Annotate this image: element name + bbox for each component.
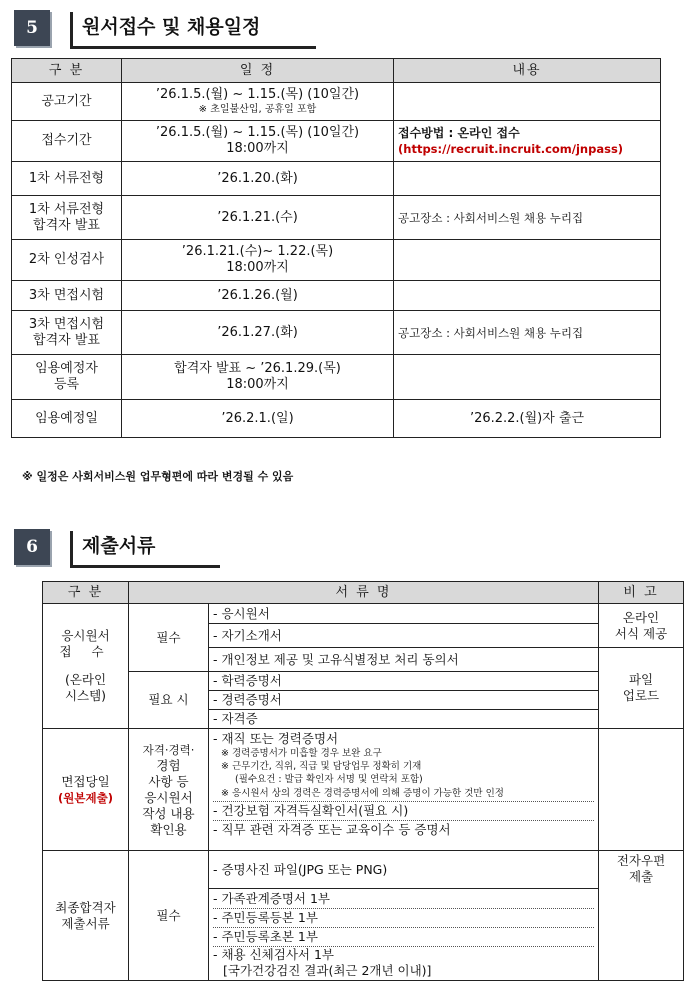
group3-note [599,851,684,981]
table-row [43,604,684,624]
note-line: 전자우편 [616,853,666,868]
sub-line: 사항 등 [148,773,189,789]
group2-sub [129,729,209,851]
schedule-footnote: ※ 일정은 사회서비스원 업무형편에 따라 변경될 수 있음 [22,470,294,483]
row-schedule: ’26.1.20.(화) [122,162,394,196]
table-row [43,851,684,889]
section6-number: 6 [14,529,50,565]
category-line: 응시원서 [61,628,110,643]
doc-item: - 자기소개서 [209,624,599,648]
content-method: 접수방법 : 온라인 접수 [398,126,520,140]
row-content [394,281,661,311]
label-line1: 임용예정자 [35,361,98,376]
group1-sub-optional: 필요 시 [129,672,209,729]
category-line: 시스템) [64,688,107,703]
doc-item: - 개인정보 제공 및 고유식별정보 처리 동의서 [209,648,599,672]
row-schedule: ’26.2.1.(일) [122,400,394,438]
group1-category [43,604,129,729]
row-content [394,240,661,281]
sub-line: 응시원서 [144,789,193,805]
row-label: 1차 서류전형 [12,162,122,196]
group3-category [43,851,129,981]
section6-divider [70,531,73,565]
row-schedule: ’26.1.26.(월) [122,281,394,311]
doc-note: ※ 경력증명서가 미흡할 경우 보완 요구 [221,748,382,759]
doc-item: - 자격증 [209,710,599,729]
doc-item: - 주민등록등본 1부 [213,909,594,928]
sub-line: 경험 [156,757,181,773]
schedule-header-date: 일 정 [122,59,394,83]
section6-title: 제출서류 [82,535,156,557]
row-schedule [122,355,394,400]
schedule-text-line2: 18:00까지 [226,141,289,156]
note-line: 업로드 [622,688,660,703]
row-label: 공고기간 [12,83,122,121]
row-schedule: ’26.1.27.(화) [122,311,394,355]
table-row [12,311,661,355]
section6-underline [70,565,220,568]
row-label: 임용예정일 [12,400,122,438]
docs-header-note: 비 고 [599,582,684,604]
group3-sub: 필수 [129,851,209,981]
label-line1: 1차 서류전형 [28,201,105,217]
note-line: 제출 [628,869,654,884]
table-row [12,281,661,311]
table-row [12,196,661,240]
category-line: (온라인 [64,672,107,687]
doc-note: ※ 응시원서 상의 경력은 경력증명서에 의해 증명이 가능한 것만 인정 [213,786,594,802]
table-row [12,240,661,281]
doc-note: ※ 근무기간, 직위, 직급 및 담당업무 정확히 기재 [221,761,422,772]
label-line1: 3차 면접시험 [28,316,105,332]
schedule-text: ’26.1.5.(월) ~ 1.15.(목) (10일간) [155,87,360,102]
note-line: 파일 [628,672,654,687]
sub-line: 확인용 [150,821,187,837]
row-content [394,121,661,162]
group2-docs [209,729,599,851]
row-schedule: ’26.1.21.(수) [122,196,394,240]
label-line2: 합격자 발표 [33,332,100,348]
table-row [12,121,661,162]
schedule-text-line2: 18:00까지 [226,260,289,275]
group3-docs [209,889,599,981]
doc-item: - 응시원서 [209,604,599,624]
group1-note-online [599,604,684,648]
row-label [12,196,122,240]
label-line2: 등록 [53,377,80,392]
group1-sub-required: 필수 [129,604,209,672]
doc-item: - 학력증명서 [209,672,599,691]
section6-header [14,529,274,565]
table-row [12,355,661,400]
section5-underline [70,46,316,49]
doc-item: - 건강보험 자격득실확인서(필요 시) [213,802,594,821]
row-content [394,162,661,196]
row-content: 공고장소 : 사회서비스원 채용 누리집 [394,311,661,355]
original-submit-label: (원본제출) [58,790,113,805]
doc-note: (필수요건 : 발급 확인자 서명 및 연락처 포함) [235,774,423,785]
category-line: 면접당일 [61,773,110,789]
row-schedule [122,240,394,281]
row-label: 2차 인성검사 [12,240,122,281]
label-line2: 합격자 발표 [33,217,100,233]
table-row [12,83,661,121]
category-line: 접 수 [59,644,112,659]
group2-category [43,729,129,851]
schedule-header-category: 구 분 [12,59,122,83]
schedule-note: ※ 초일불산입, 공휴일 포함 [198,104,317,115]
doc-item: - 직무 관련 자격증 또는 교육이수 등 증명서 [213,822,451,837]
row-label [12,311,122,355]
schedule-text: ’26.1.21.(수)~ 1.22.(목) [181,244,334,259]
table-row [43,672,684,691]
schedule-table [11,58,661,438]
row-content: 공고장소 : 사회서비스원 채용 누리집 [394,196,661,240]
apply-link[interactable]: (https://recruit.incruit.com/jnpass) [398,142,624,156]
doc-item: - 채용 신체검사서 1부 [213,947,334,962]
doc-item: - 주민등록초본 1부 [213,928,594,947]
doc-item: - 증명사진 파일(JPG 또는 PNG) [209,851,599,889]
doc-item: - 재직 또는 경력증명서 [213,731,339,746]
row-content [394,83,661,121]
section5-title: 원서접수 및 채용일정 [82,16,261,38]
row-label: 접수기간 [12,121,122,162]
row-content: ’26.2.2.(월)자 출근 [394,400,661,438]
section5-header [14,10,334,46]
category-line: 제출서류 [61,915,110,931]
row-schedule [122,83,394,121]
schedule-text-line2: 18:00까지 [226,377,289,392]
schedule-text: ’26.1.5.(월) ~ 1.15.(목) (10일간) [155,125,360,140]
section5-divider [70,12,73,46]
doc-item-line2: [국가건강검진 결과(최근 2개년 이내)] [223,963,432,978]
table-row [12,400,661,438]
row-schedule [122,121,394,162]
group1-note-upload [599,648,684,729]
row-label [12,355,122,400]
category-line: 최종합격자 [55,899,116,915]
doc-item: - 가족관계증명서 1부 [213,890,594,909]
documents-table [42,581,684,981]
docs-header-category: 구 분 [43,582,129,604]
sub-line: 작성 내용 [142,805,195,821]
schedule-text: 합격자 발표 ~ ’26.1.29.(목) [174,361,341,376]
group2-note [599,729,684,851]
doc-item: - 경력증명서 [209,691,599,710]
docs-header-name: 서 류 명 [129,582,599,604]
sub-line: 자격·경력· [142,742,195,757]
schedule-header-content: 내용 [394,59,661,83]
section5-number: 5 [14,10,50,46]
note-line: 서식 제공 [614,625,668,641]
row-label: 3차 면접시험 [12,281,122,311]
table-row [43,729,684,851]
table-row [12,162,661,196]
row-content [394,355,661,400]
note-line: 온라인 [622,609,660,625]
